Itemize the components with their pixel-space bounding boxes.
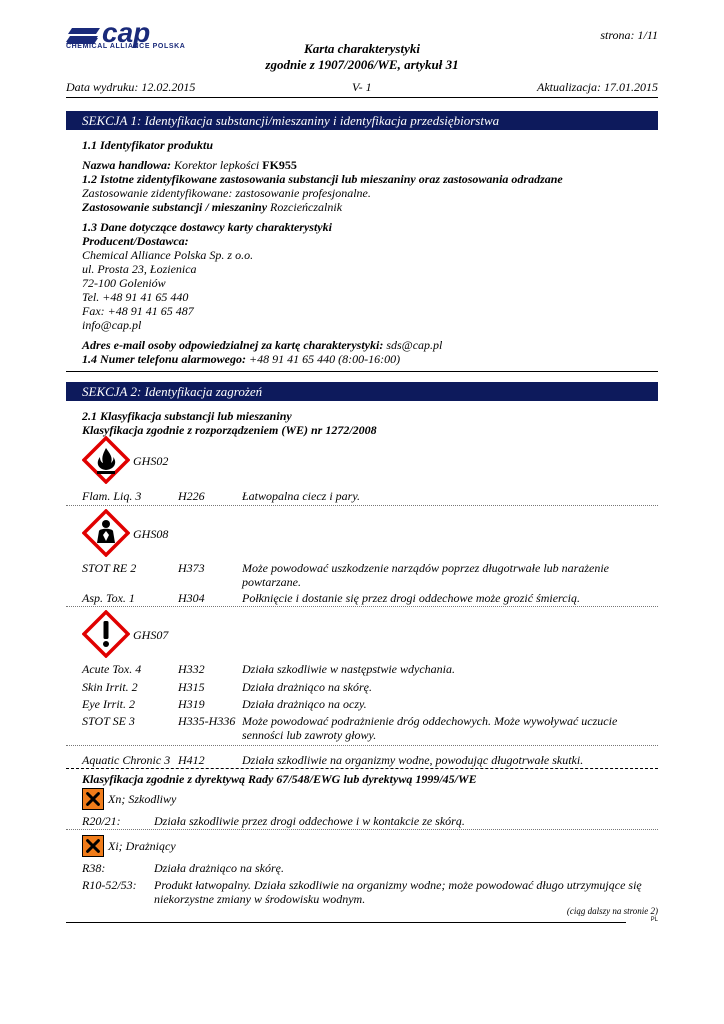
trade-name-label: Nazwa handlowa: — [82, 158, 172, 172]
hazard-class: Skin Irrit. 2 — [82, 680, 138, 694]
trade-name — [82, 158, 297, 172]
hazard-statement: Łatwopalna ciecz i pary. — [242, 489, 360, 503]
hazard-class: Eye Irrit. 2 — [82, 697, 135, 711]
emergency-phone-value: +48 91 41 65 440 (8:00-16:00) — [249, 352, 401, 366]
section-1-header: SEKCJA 1: Identyfikacja substancji/mieszaniny i identyfikacja przedsiębiorstwa — [66, 111, 658, 130]
risk-code: R10-52/53: — [82, 878, 137, 892]
update-date: Aktualizacja: 17.01.2015 — [537, 80, 658, 94]
xn-label: Xn; Szkodliwy — [108, 792, 177, 806]
hazard-statement: Działa drażniąco na oczy. — [242, 697, 367, 711]
hazard-class: Asp. Tox. 1 — [82, 591, 135, 605]
hazard-code: H332 — [178, 662, 205, 676]
trade-code: FK955 — [262, 158, 297, 172]
language-code: PL — [650, 917, 658, 923]
emergency-phone — [82, 352, 400, 366]
s21-heading: 2.1 Klasyfikacja substancji lub mieszaniny — [82, 409, 292, 423]
version: V- 1 — [352, 80, 372, 94]
ghs08-label: GHS08 — [133, 527, 169, 541]
s12-heading: 1.2 Istotne zidentyfikowane zastosowania substancji lub mieszaniny oraz zastosowania odradzane — [82, 172, 563, 186]
use-substance-value: Rozcieńczalnik — [270, 200, 343, 214]
hazard-code: H226 — [178, 489, 205, 503]
dsd-heading: Klasyfikacja zgodnie z dyrektywą Rady 67/548/EWG lub dyrektywą 1999/45/WE — [82, 772, 477, 786]
row-divider — [66, 505, 658, 506]
address-line: 72-100 Goleniów — [82, 276, 166, 290]
risk-statement: Działa drażniąco na skórę. — [154, 861, 284, 875]
hazard-class: Flam. Liq. 3 — [82, 489, 142, 503]
hazard-statement: Działa szkodliwie na organizmy wodne, powodując długotrwałe skutki. — [242, 753, 584, 767]
address-line: Chemical Alliance Polska Sp. z o.o. — [82, 248, 254, 262]
ghs02-flame-icon — [82, 436, 130, 484]
section-2-header: SEKCJA 2: Identyfikacja zagrożeń — [66, 382, 658, 401]
hazard-class: Aquatic Chronic 3 — [82, 753, 171, 767]
clp-heading: Klasyfikacja zgodnie z rozporządzeniem (WE) nr 1272/2008 — [82, 423, 377, 437]
document-title: Karta charakterystyki — [304, 41, 420, 56]
use-identified: Zastosowanie zidentyfikowane: zastosowanie profesjonalne. — [82, 186, 371, 200]
footer-divider — [66, 922, 626, 923]
xi-label: Xi; Drażniący — [108, 839, 176, 853]
risk-code: R38: — [82, 861, 106, 875]
row-divider — [66, 745, 658, 746]
use-substance — [82, 200, 342, 214]
address-email[interactable]: info@cap.pl — [82, 318, 142, 332]
emergency-phone-label: 1.4 Numer telefonu alarmowego: — [82, 352, 246, 366]
hazard-code: H315 — [178, 680, 205, 694]
hazard-statement: Działa drażniąco na skórę. — [242, 680, 372, 694]
responsible-email — [82, 338, 442, 352]
hazard-code: H304 — [178, 591, 205, 605]
row-divider — [66, 606, 658, 607]
hazard-statement: Może powodować uszkodzenie narządów poprzez długotrwałe lub narażenie powtarzane. — [242, 561, 609, 589]
hazard-code: H373 — [178, 561, 205, 575]
responsible-email-value[interactable]: sds@cap.pl — [386, 338, 443, 352]
hazard-class: STOT RE 2 — [82, 561, 137, 575]
xi-irritant-icon — [82, 835, 104, 857]
s13-heading: 1.3 Dane dotyczące dostawcy karty charakterystyki — [82, 220, 332, 234]
hazard-class: Acute Tox. 4 — [82, 662, 142, 676]
use-substance-label: Zastosowanie substancji / mieszaniny — [82, 200, 268, 214]
producer-label: Producent/Dostawca: — [82, 234, 189, 248]
risk-statement: Działa szkodliwie przez drogi oddechowe i w kontakcie ze skórą. — [154, 814, 465, 828]
address-fax: Fax: +48 91 41 65 487 — [82, 304, 194, 318]
print-date: Data wydruku: 12.02.2015 — [66, 80, 196, 94]
risk-code: R20/21: — [82, 814, 121, 828]
trade-name-value: Korektor lepkości — [174, 158, 260, 172]
responsible-email-label: Adres e-mail osoby odpowiedzialnej za kartę charakterystyki: — [82, 338, 384, 352]
hazard-code: H412 — [178, 753, 205, 767]
hazard-statement: Może powodować podrażnienie dróg oddechowych. Może wywoływać uczucie senności lub zawroty głowy. — [242, 714, 618, 742]
hazard-statement: Działa szkodliwie w następstwie wdychania. — [242, 662, 455, 676]
logo-subtitle: CHEMICAL ALLIANCE POLSKA — [66, 43, 186, 50]
logo-text: cap — [102, 18, 151, 48]
hazard-code: H335-H336 — [178, 714, 236, 728]
section-1-divider — [66, 371, 658, 372]
ghs07-label: GHS07 — [133, 628, 169, 642]
s11-heading: 1.1 Identyfikator produktu — [82, 138, 214, 152]
hazard-class: STOT SE 3 — [82, 714, 135, 728]
hazard-code: H319 — [178, 697, 205, 711]
classification-divider — [66, 768, 658, 769]
page-number: strona: 1/11 — [600, 28, 658, 42]
row-divider — [66, 829, 658, 830]
risk-statement: Produkt łatwopalny. Działa szkodliwie na organizmy wodne; może powodować długo utrzymujące się niekorzystne zmiany w środowisku wodnym. — [154, 878, 642, 906]
address-line: ul. Prosta 23, Łozienica — [82, 262, 197, 276]
header-divider — [66, 97, 658, 98]
continued-note: (ciąg dalszy na stronie 2) — [566, 906, 658, 916]
ghs02-label: GHS02 — [133, 454, 169, 468]
address-phone: Tel. +48 91 41 65 440 — [82, 290, 189, 304]
document-subtitle: zgodnie z 1907/2006/WE, artykuł 31 — [265, 57, 459, 72]
ghs08-health-hazard-icon — [82, 509, 130, 557]
hazard-statement: Połknięcie i dostanie się przez drogi oddechowe może grozić śmiercią. — [242, 591, 580, 605]
ghs07-exclamation-icon — [82, 610, 130, 658]
xn-harmful-icon — [82, 788, 104, 810]
